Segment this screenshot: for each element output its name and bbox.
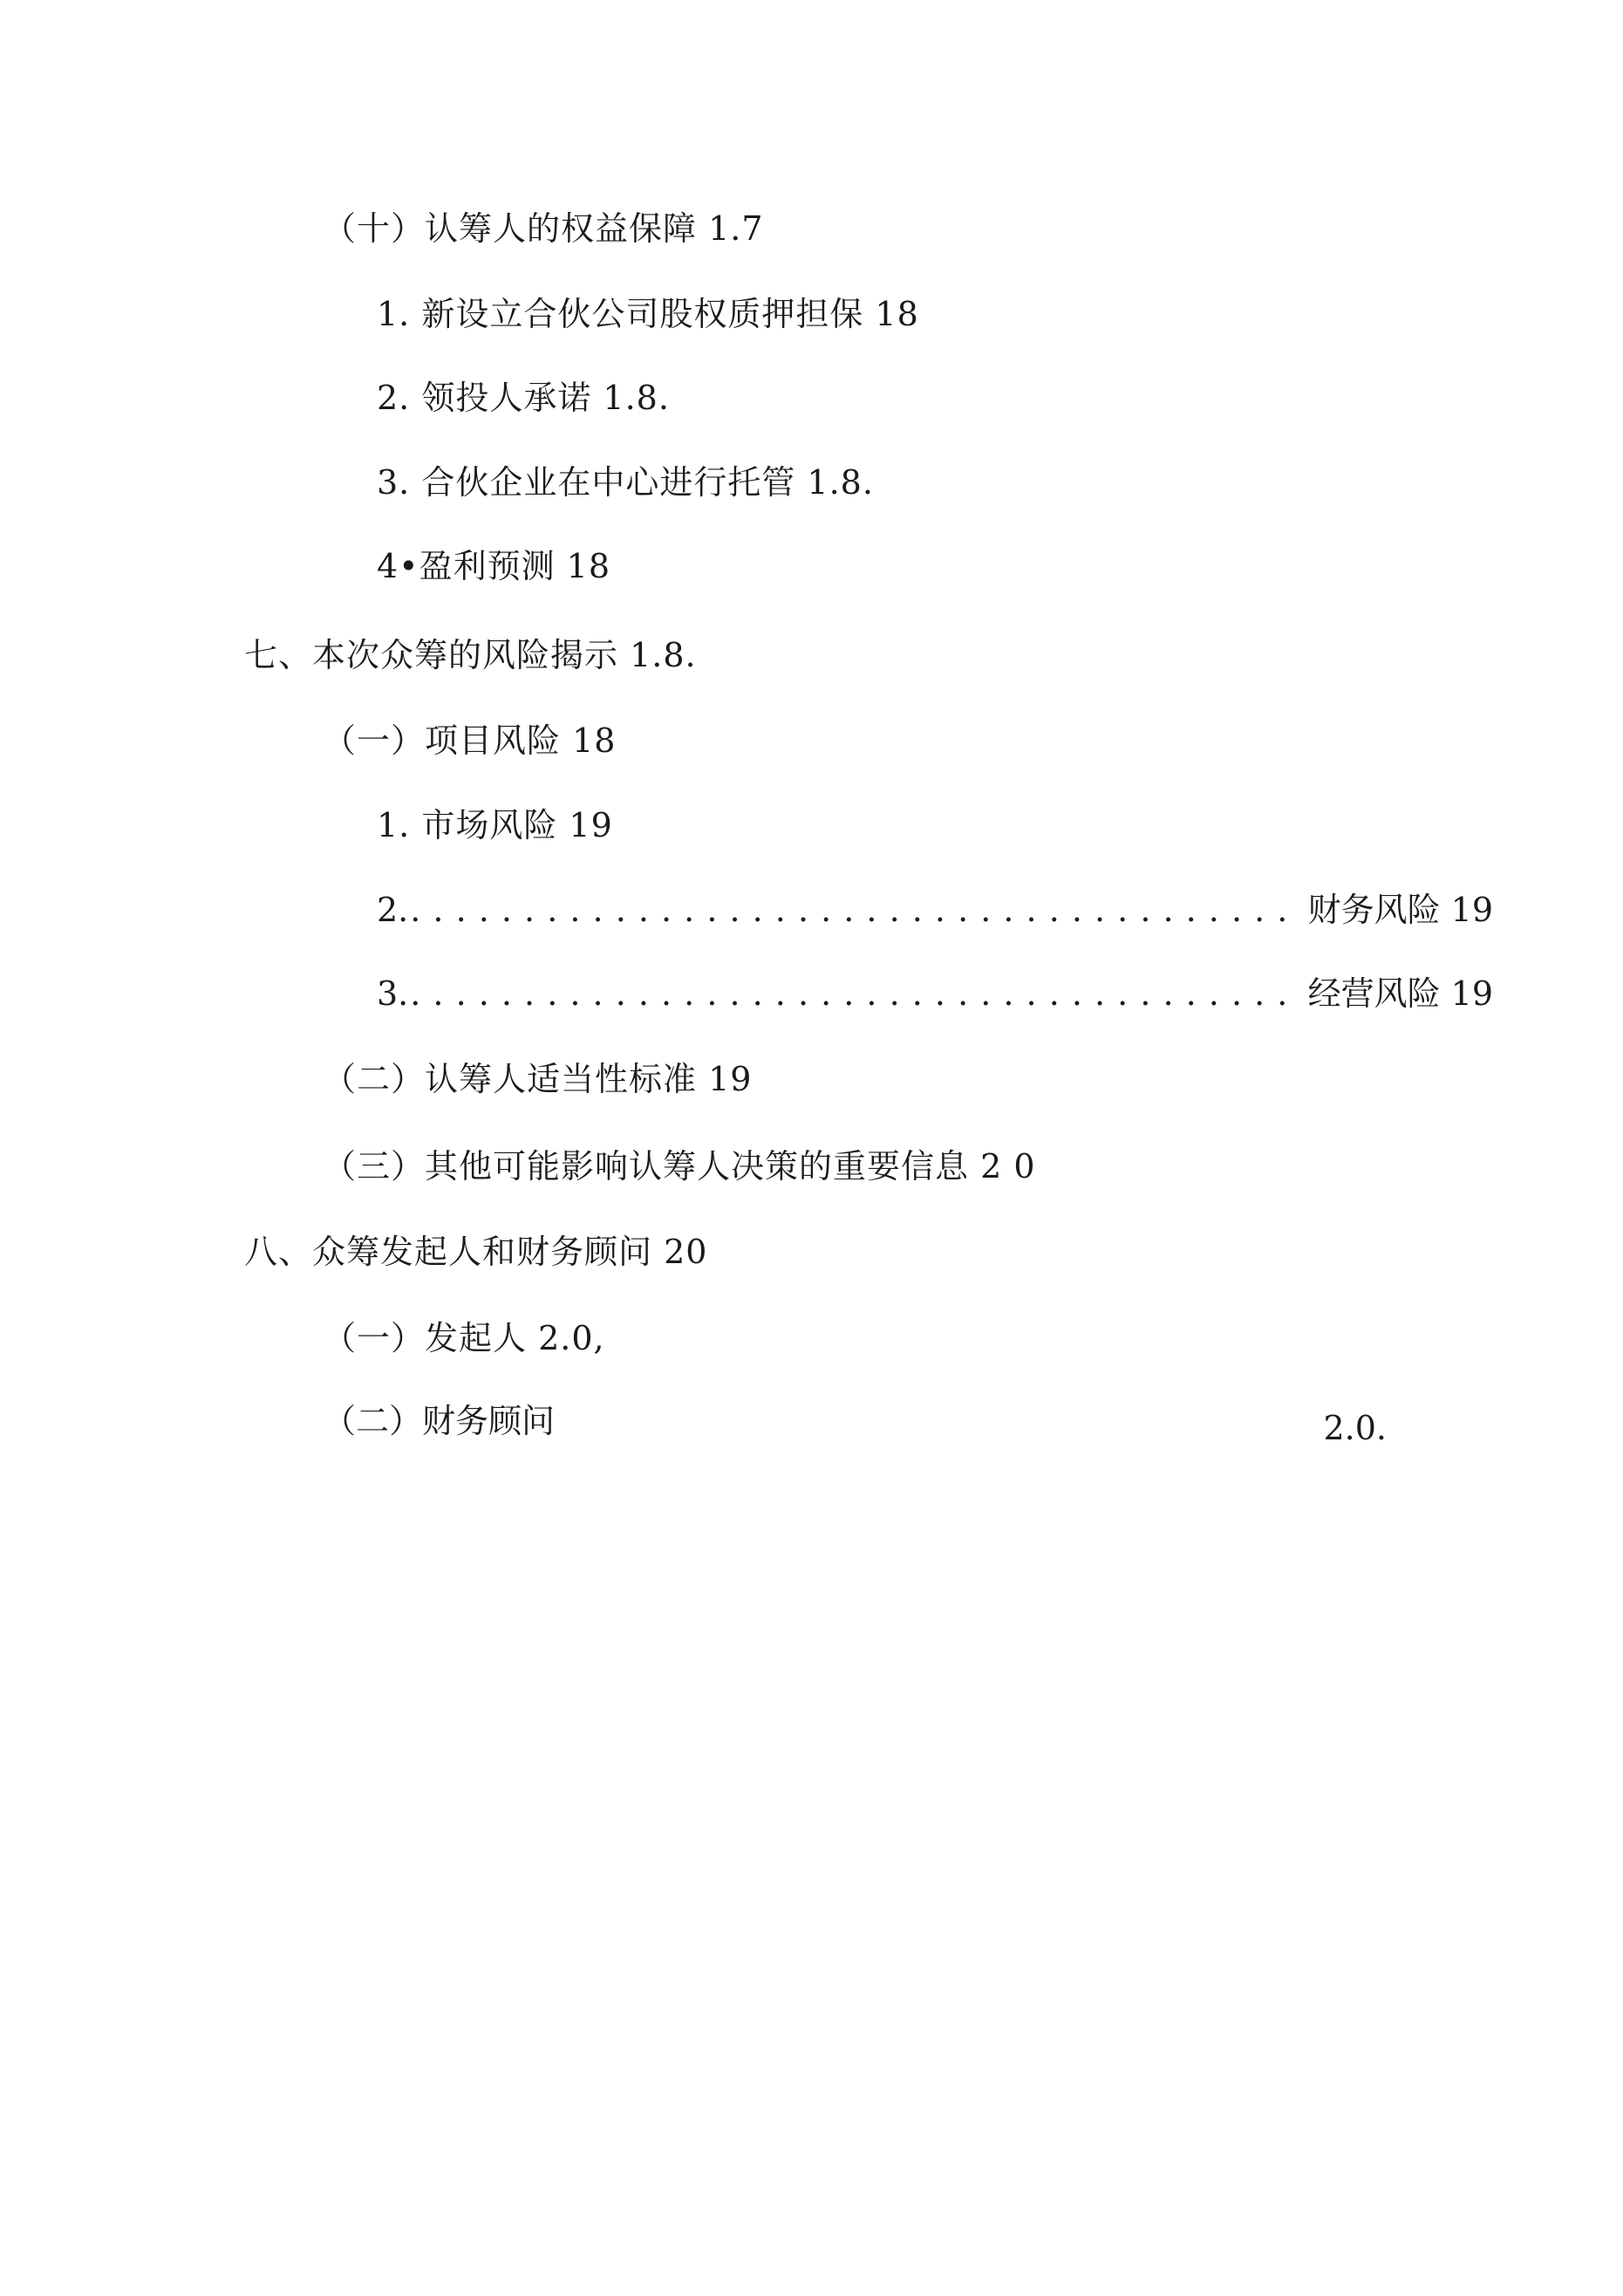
toc-entry-page: 2.0. [1323,1409,1387,1447]
toc-entry: （一）项目风险 18 [323,721,617,760]
toc-entry-number: 2. [377,891,409,929]
dot-leader [410,973,1302,1015]
toc-entry: 1. 新设立合伙公司股权质押担保 18 [377,295,919,333]
toc-entry: （二）认筹人适当性标准 19 [323,1060,753,1098]
toc-entry: 3. 合伙企业在中心进行托管 1.8. [377,463,874,502]
toc-entry-split [323,1400,1387,1447]
toc-chapter-entry: 七、本次众筹的风险揭示 1.8. [244,636,697,674]
toc-entry-title: （二）财务顾问 [323,1402,556,1440]
toc-entry: （三）其他可能影响认筹人决策的重要信息 2 0 [323,1147,1036,1186]
toc-entry-with-leader [377,973,1493,1015]
toc-entry-title: 经营风险 19 [1307,974,1493,1013]
toc-entry-title: 财务风险 19 [1307,891,1493,929]
toc-entry: （十）认筹人的权益保障 1.7 [323,209,764,248]
toc-entry: 4•盈利预测 18 [377,547,611,585]
toc-entry-number: 3. [377,974,409,1013]
toc-entry: 1. 市场风险 19 [377,806,613,844]
dot-leader [410,889,1302,931]
toc-entry: 2. 领投人承诺 1.8. [377,379,670,417]
toc-chapter-entry: 八、众筹发起人和财务顾问 20 [244,1233,708,1271]
toc-entry-with-leader [377,889,1493,931]
toc-entry: （一）发起人 2.0, [323,1319,605,1357]
